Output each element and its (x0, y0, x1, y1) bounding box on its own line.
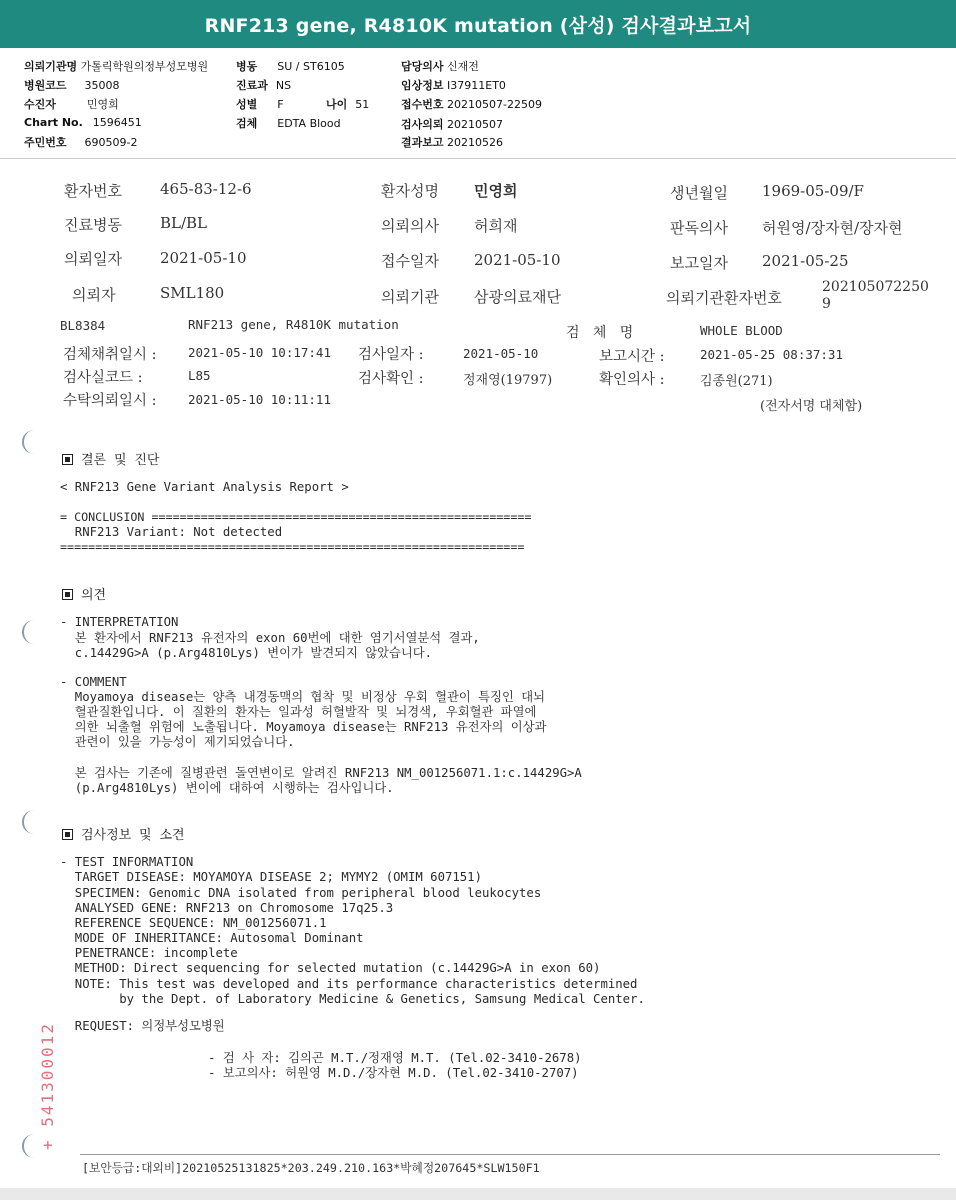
exam-date-label: 검사일자 : (358, 347, 424, 363)
patient-name-value: 민영희 (474, 182, 518, 200)
birth-date-label: 생년월일 (670, 184, 728, 202)
text-line: 관련이 있을 가능성이 제기되었습니다. (60, 735, 295, 749)
meta-result-report: 결과보고 20210526 (401, 136, 504, 149)
meta-clinical-info: 임상정보 I37911ET0 (401, 79, 506, 92)
request-line: REQUEST: 의정부성모병원 (60, 1019, 225, 1033)
org-patient-no-value-line1: 202105072250 (822, 279, 929, 295)
confirming-doctor-value: 김종원(271) (700, 374, 773, 389)
test-code: BL8384 (60, 318, 106, 333)
filled-square-icon (62, 589, 73, 600)
report-date-label: 보고일자 (670, 254, 728, 272)
requesting-org-value: 삼광의료재단 (474, 288, 561, 306)
filled-square-icon (62, 829, 73, 840)
confirmation-value: 정재영(19797) (463, 373, 553, 388)
reading-doctor-value: 허원영/장자현/장자현 (762, 219, 903, 237)
meta-attending-doctor: 담당의사 신재전 (401, 60, 479, 73)
confirmation-label: 검사확인 : (358, 371, 424, 387)
request-date-label: 의뢰일자 (64, 250, 122, 268)
consignment-time-value: 2021-05-10 10:11:11 (188, 392, 331, 407)
meta-receipt-no: 접수번호 20210507-22509 (401, 98, 542, 111)
text-line: REFERENCE SEQUENCE: NM_001256071.1 (60, 916, 327, 930)
analysis-report-title: < RNF213 Gene Variant Analysis Report > (60, 480, 349, 494)
text-line: (p.Arg4810Lys) 변이에 대하여 시행하는 검사입니다. (60, 781, 394, 795)
test-name: RNF213 gene, R4810K mutation (188, 317, 399, 332)
punch-hole-mark (22, 810, 40, 834)
vertical-document-number: + 541300012 (38, 1022, 57, 1150)
report-date-value: 2021-05-25 (762, 252, 849, 270)
filled-square-icon (62, 454, 73, 465)
equals-divider: ================================================================== (60, 540, 525, 554)
section-opinion-heading: 의견 (62, 584, 106, 603)
text-line: Moyamoya disease는 양측 내경동맥의 협착 및 비정상 우회 혈관이 특징인 대뇌 (60, 690, 545, 704)
punch-hole-mark (22, 430, 40, 454)
text-line: MODE OF INHERITANCE: Autosomal Dominant (60, 931, 364, 945)
report-time-label: 보고시간 : (599, 349, 665, 365)
text-line: c.14429G>A (p.Arg4810Lys) 변이가 발견되지 않았습니다. (60, 646, 433, 660)
org-patient-no-label: 의뢰기관환자번호 (666, 289, 782, 307)
text-line: NOTE: This test was developed and its performance characteristics determined (60, 977, 638, 991)
report-title-bar (0, 0, 956, 48)
text-line: PENETRANCE: incomplete (60, 946, 238, 960)
section-test-info-heading: 검사정보 및 소견 (62, 824, 185, 843)
report-title: RNF213 gene, R4810K mutation (삼성) 검사결과보고서 (204, 14, 752, 37)
text-line: 혈관질환입니다. 이 질환의 환자는 일과성 허혈발작 및 뇌경색, 우회혈관 파열에 (60, 705, 537, 719)
meta-department: 진료과 NS (236, 79, 292, 92)
lab-code-label: 검사실코드 : (63, 370, 143, 386)
receipt-date-value: 2021-05-10 (474, 251, 561, 269)
collection-time-label: 검체채취일시 : (63, 347, 157, 363)
requester-value: SML180 (160, 284, 225, 302)
section-conclusion-heading: 결론 및 진단 (62, 449, 159, 468)
meta-sex: 성별 F (236, 98, 284, 111)
org-patient-no-value-line2: 9 (822, 296, 831, 312)
patient-no-value: 465-83-12-6 (160, 180, 252, 198)
patient-name-label: 환자성명 (381, 182, 439, 200)
specimen-name-value: WHOLE BLOOD (700, 323, 783, 338)
text-line: ANALYSED GENE: RNF213 on Chromosome 17q25.3 (60, 901, 394, 915)
specimen-name-label: 검 체 명 (566, 325, 634, 341)
variant-result: RNF213 Variant: Not detected (60, 525, 283, 539)
report-time-value: 2021-05-25 08:37:31 (700, 347, 843, 362)
receipt-date-label: 접수일자 (381, 252, 439, 270)
text-line: SPECIMEN: Genomic DNA isolated from peripheral blood leukocytes (60, 886, 542, 900)
meta-specimen: 검체 EDTA Blood (236, 117, 341, 130)
lab-code-value: L85 (188, 368, 211, 383)
exam-date-value: 2021-05-10 (463, 346, 539, 361)
meta-ward: 병동 SU / ST6105 (236, 60, 345, 73)
text-line: - INTERPRETATION (60, 615, 179, 629)
conclusion-line: = CONCLUSION ====================================================== (60, 510, 532, 524)
text-line: METHOD: Direct sequencing for selected mutation (c.14429G>A in exon 60) (60, 961, 601, 975)
ward-label: 진료병동 (64, 216, 122, 234)
text-line: 본 검사는 기존에 질병관련 돌연변이로 알려진 RNF213 NM_001256071.1:c.14429G>A (60, 766, 582, 780)
requesting-org-label: 의뢰기관 (381, 288, 439, 306)
text-line: - COMMENT (60, 675, 127, 689)
patient-no-label: 환자번호 (64, 182, 122, 200)
meta-patient-name: 수진자 민영희 (24, 98, 119, 111)
text-line: - TEST INFORMATION (60, 855, 194, 869)
meta-resident-no: 주민번호 690509-2 (24, 136, 138, 149)
footer-divider (80, 1154, 940, 1155)
security-footer: [보안등급:대외비]20210525131825*203.249.210.163*박혜정207645*SLW150F1 (82, 1161, 540, 1175)
header-divider (0, 158, 956, 159)
text-line: 의한 뇌출혈 위험에 노출됩니다. Moyamoya disease는 RNF213 유전자의 이상과 (60, 720, 547, 734)
punch-hole-mark (22, 620, 40, 644)
meta-test-request: 검사의뢰 20210507 (401, 118, 504, 131)
consignment-time-label: 수탁의뢰일시 : (63, 393, 157, 409)
text-line: TARGET DISEASE: MOYAMOYA DISEASE 2; MYMY2 (OMIM 607151) (60, 870, 482, 884)
meta-age: 나이 51 (326, 98, 370, 111)
bottom-edge (0, 1188, 956, 1200)
esign-note: (전자서명 대체함) (760, 399, 863, 414)
confirming-doctor-label: 확인의사 : (599, 372, 665, 388)
birth-date-value: 1969-05-09/F (762, 182, 864, 200)
text-line: by the Dept. of Laboratory Medicine & Genetics, Samsung Medical Center. (60, 992, 645, 1006)
request-date-value: 2021-05-10 (160, 249, 247, 267)
requesting-doctor-value: 허희재 (474, 217, 518, 235)
examiner-line: - 검 사 자: 김의곤 M.T./정재영 M.T. (Tel.02-3410-2678) (60, 1051, 582, 1065)
meta-chart-no: Chart No. 1596451 (24, 116, 142, 129)
meta-requesting-org: 의뢰기관명 가톨릭학원의정부성모병원 (24, 60, 209, 73)
text-line: 본 환자에서 RNF213 유전자의 exon 60번에 대한 염기서열분석 결과, (60, 631, 480, 645)
ward-value: BL/BL (160, 214, 208, 232)
reporting-doctor-line: - 보고의사: 허원영 M.D./장자현 M.D. (Tel.02-3410-2707) (60, 1066, 579, 1080)
collection-time-value: 2021-05-10 10:17:41 (188, 345, 331, 360)
reading-doctor-label: 판독의사 (670, 219, 728, 237)
requester-label: 의뢰자 (72, 286, 116, 304)
requesting-doctor-label: 의뢰의사 (381, 217, 439, 235)
meta-hospital-code: 병원코드 35008 (24, 79, 120, 92)
